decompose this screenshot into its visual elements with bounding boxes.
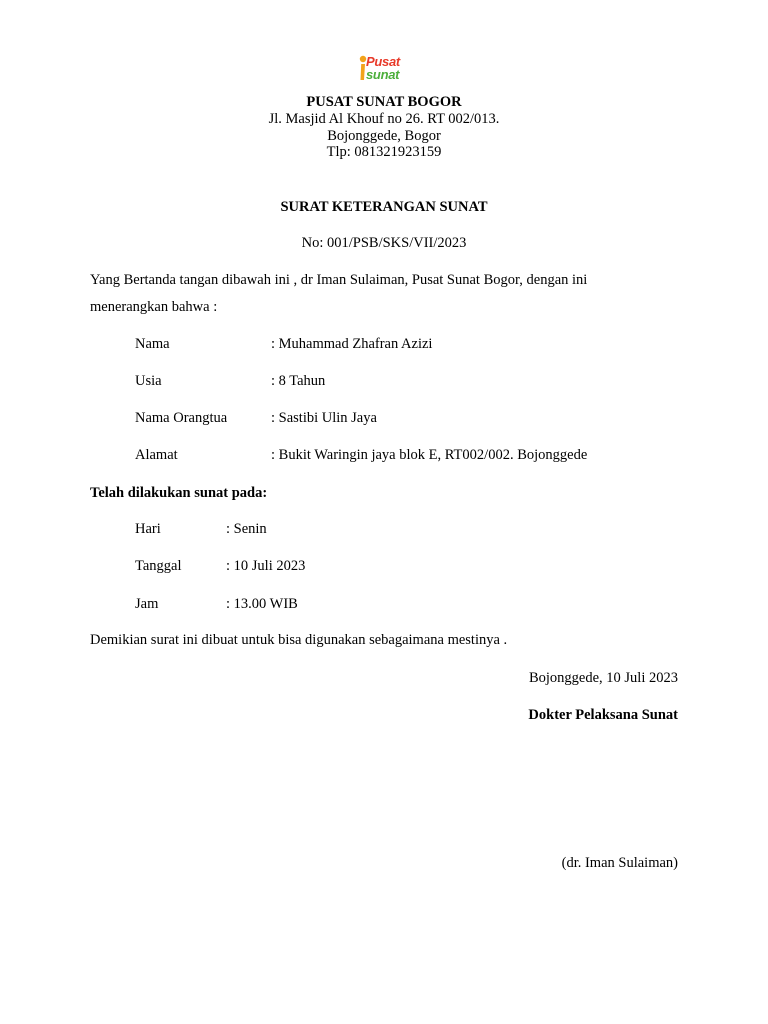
address-line-1: Jl. Masjid Al Khouf no 26. RT 002/013. [268,111,500,127]
field-label-nama-orangtua: Nama Orangtua [135,410,228,426]
field-label-nama: Nama [135,336,170,352]
field-label-alamat: Alamat [135,447,178,463]
field-label-jam: Jam [135,596,159,612]
logo-word-sunat: sunat [366,67,400,82]
field-value-hari: : Senin [226,521,267,537]
intro-line-1: Yang Bertanda tangan dibawah ini , dr Iman Sulaiman, Pusat Sunat Bogor, dengan ini [90,272,588,288]
letter-title: SURAT KETERANGAN SUNAT [280,199,488,215]
field-label-tanggal: Tanggal [135,558,182,574]
signer-title: Dokter Pelaksana Sunat [528,707,678,723]
field-value-alamat: : Bukit Waringin jaya blok E, RT002/002. Bojonggede [271,447,588,463]
procedure-heading: Telah dilakukan sunat pada: [90,485,268,501]
field-value-nama: : Muhammad Zhafran Azizi [271,336,433,352]
org-name: PUSAT SUNAT BOGOR [306,94,462,110]
field-label-hari: Hari [135,521,161,537]
intro-line-2: menerangkan bahwa : [90,299,218,315]
address-line-2: Bojonggede, Bogor [327,128,441,144]
letter-number: No: 001/PSB/SKS/VII/2023 [301,235,467,251]
field-label-usia: Usia [135,373,162,389]
closing-statement: Demikian surat ini dibuat untuk bisa digunakan sebagaimana mestinya . [90,632,508,648]
phone-number: Tlp: 081321923159 [326,144,442,160]
field-value-usia: : 8 Tahun [271,373,326,389]
field-value-tanggal: : 10 Juli 2023 [226,558,306,574]
place-date: Bojonggede, 10 Juli 2023 [528,670,678,686]
logo-word-pusat: Pusat [366,54,400,69]
field-value-nama-orangtua: : Sastibi Ulin Jaya [271,410,377,426]
signer-name: (dr. Iman Sulaiman) [561,855,678,871]
pusat-sunat-logo [359,54,411,84]
field-value-jam: : 13.00 WIB [226,596,298,612]
